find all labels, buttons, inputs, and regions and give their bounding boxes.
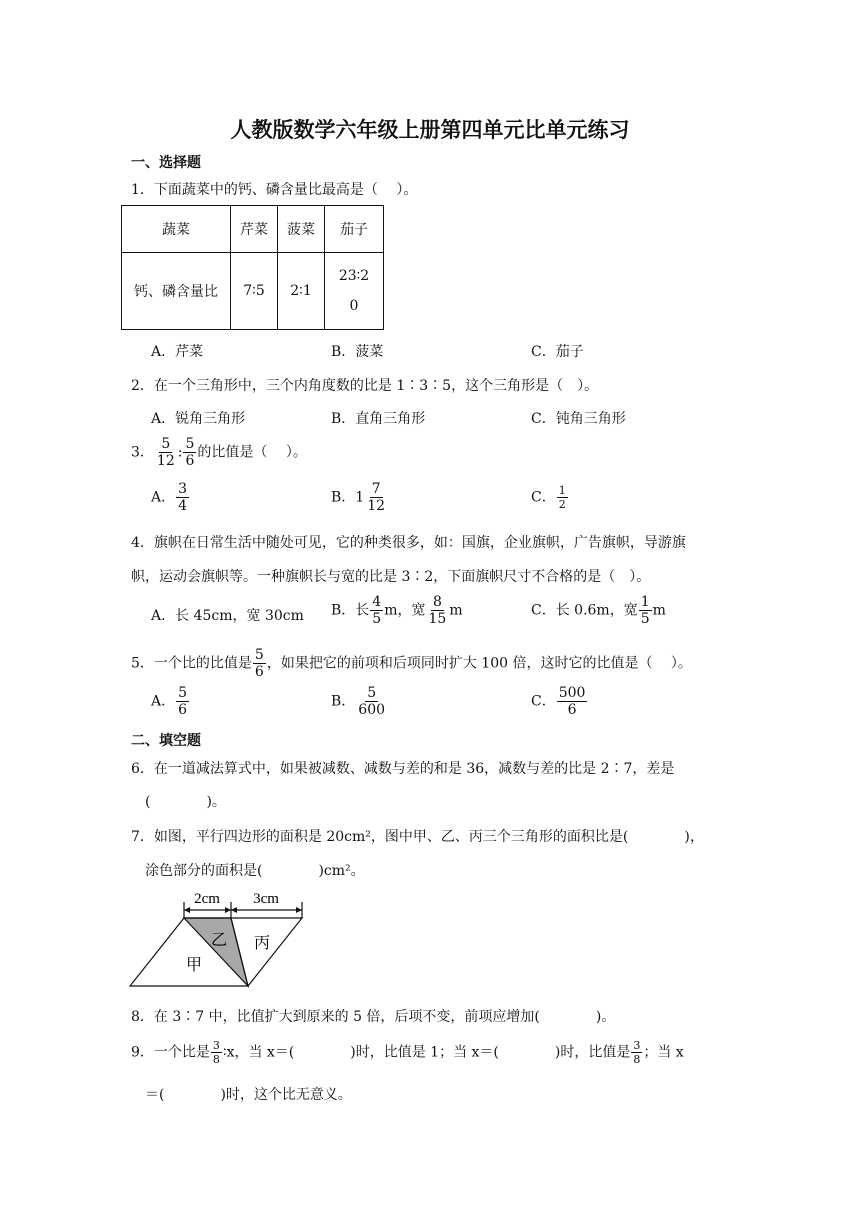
arrow-3cm-left	[231, 907, 237, 913]
q5-option-c-fraction: $\frac{500}{6}$	[558, 685, 586, 718]
q3-option-c-fraction: $\frac{1}{2}$	[558, 484, 566, 511]
q9-fraction-1: $\frac{3}{8}$	[212, 1039, 220, 1066]
eggplant-ratio-part2: 0	[349, 298, 359, 314]
label-bing: 丙	[254, 933, 271, 952]
label-3cm: 3cm	[253, 891, 279, 907]
question-3-stem	[131, 437, 307, 468]
q5-option-b-fraction: $\frac{5}{600}$	[358, 685, 386, 718]
section-heading-choice: 一、选择题	[131, 155, 201, 171]
q1-option-c[interactable]: C．茄子	[531, 344, 584, 360]
question-7-line-2[interactable]: 涂色部分的面积是( )cm²。	[145, 863, 365, 879]
q5-option-a[interactable]: A． $\frac{5}{6}$	[151, 685, 188, 718]
label-2cm: 2cm	[194, 891, 220, 907]
vegetable-table	[121, 205, 384, 330]
question-4-line-1: 4．旗帜在日常生活中随处可见，它的种类很多，如：国旗，企业旗帜，广告旗帜，导游旗	[131, 535, 686, 551]
eggplant-ratio-part1: 23∶2	[338, 268, 370, 284]
q9-fraction-2: $\frac{3}{8}$	[633, 1039, 641, 1066]
arrow-2cm-right	[225, 907, 231, 913]
q2-option-b[interactable]: B．直角三角形	[331, 411, 426, 427]
q4-option-a[interactable]: A．长 45cm，宽 30cm	[151, 608, 304, 624]
q4-option-b-length: $\frac{4}{5}$	[372, 594, 382, 627]
q3-fraction-1: $\frac{5}{12}$	[156, 436, 175, 469]
table-header-spinach: 菠菜	[278, 206, 325, 253]
q3-tail: 的比值是（ ）。	[197, 444, 307, 461]
q3-option-b[interactable]: B．1 $\frac{7}{12}$	[331, 481, 386, 514]
table-header-vegetable: 蔬菜	[122, 206, 231, 253]
parallelogram-figure	[128, 882, 318, 992]
label-jia: 甲	[186, 955, 203, 974]
q1-option-b[interactable]: B．菠菜	[331, 344, 384, 360]
q5-option-c[interactable]: C． $\frac{500}{6}$	[531, 685, 586, 718]
question-5-stem: 5．一个比的比值是 $\frac{5}{6}$ ，如果把它的前项和后项同时扩大 100 倍，这时它的比值是（ ）。	[131, 647, 692, 680]
q4-option-c-width: $\frac{1}{5}$	[640, 594, 650, 627]
q3-number: 3．	[131, 444, 154, 461]
q2-option-a[interactable]: A．锐角三角形	[151, 411, 246, 427]
q4-option-b[interactable]: B．长 $\frac{4}{5}$ m，宽 $\frac{8}{15}$ m	[331, 594, 463, 627]
q2-option-c[interactable]: C．钝角三角形	[531, 411, 626, 427]
q5-option-b[interactable]: B． $\frac{5}{600}$	[331, 685, 386, 718]
table-header-celery: 芹菜	[231, 206, 278, 253]
question-6-line-1: 6．在一道减法算式中，如果被减数、减数与差的和是 36，减数与差的比是 2∶7，差是	[131, 761, 675, 777]
section-heading-fill-blank: 二、填空题	[131, 733, 201, 749]
question-7-line-1: 7．如图，平行四边形的面积是 20cm²，图中甲、乙、丙三个三角形的面积比是( )，	[131, 829, 704, 845]
q3-fraction-2: $\frac{5}{6}$	[185, 436, 195, 469]
q3-option-a-fraction: $\frac{3}{4}$	[178, 481, 188, 514]
q5-option-a-fraction: $\frac{5}{6}$	[178, 685, 188, 718]
question-4-line-2: 帜，运动会旗帜等。一种旗帜长与宽的比是 3∶2，下面旗帜尺寸不合格的是（ ）。	[131, 569, 651, 585]
q4-option-c[interactable]: C．长 0.6m，宽 $\frac{1}{5}$ m	[531, 594, 666, 627]
question-6-answer-blank[interactable]: ( )。	[145, 794, 226, 810]
table-cell-celery: 7∶5	[231, 253, 278, 330]
q1-option-a[interactable]: A．芹菜	[151, 344, 204, 360]
question-9-line-2[interactable]: ＝( )时，这个比无意义。	[145, 1087, 352, 1103]
page-title: 人教版数学六年级上册第四单元比单元练习	[230, 117, 630, 142]
question-9-line-1[interactable]: 9．一个比是 $\frac{3}{8}$ ∶x，当 x＝( )时，比值是 1；当 x＝( )时，比值是 $\frac{3}{8}$ ；当 x	[131, 1039, 684, 1066]
table-row-label: 钙、磷含量比	[122, 253, 231, 330]
table-cell-spinach: 2∶1	[278, 253, 325, 330]
question-8-stem[interactable]: 8．在 3∶7 中，比值扩大到原来的 5 倍，后项不变，前项应增加( )。	[131, 1009, 616, 1025]
arrow-2cm-left	[184, 907, 190, 913]
question-2-stem: 2．在一个三角形中，三个内角度数的比是 1∶3∶5，这个三角形是（ ）。	[131, 378, 599, 394]
q3-option-a[interactable]: A． $\frac{3}{4}$	[151, 481, 188, 514]
q3-option-b-fraction: $\frac{7}{12}$	[367, 481, 386, 514]
q5-ratio-value: $\frac{5}{6}$	[254, 647, 264, 680]
question-1-stem: 1．下面蔬菜中的钙、磷含量比最高是（ ）。	[131, 182, 418, 198]
arrow-3cm-right	[296, 907, 302, 913]
label-yi: 乙	[211, 930, 228, 949]
shaded-triangle-yi	[184, 918, 248, 986]
table-cell-eggplant	[325, 253, 384, 330]
q3-option-c[interactable]: C． $\frac{1}{2}$	[531, 484, 566, 511]
q3-colon: :	[177, 444, 183, 461]
q4-option-b-width: $\frac{8}{15}$	[428, 594, 447, 627]
table-header-eggplant: 茄子	[325, 206, 384, 253]
